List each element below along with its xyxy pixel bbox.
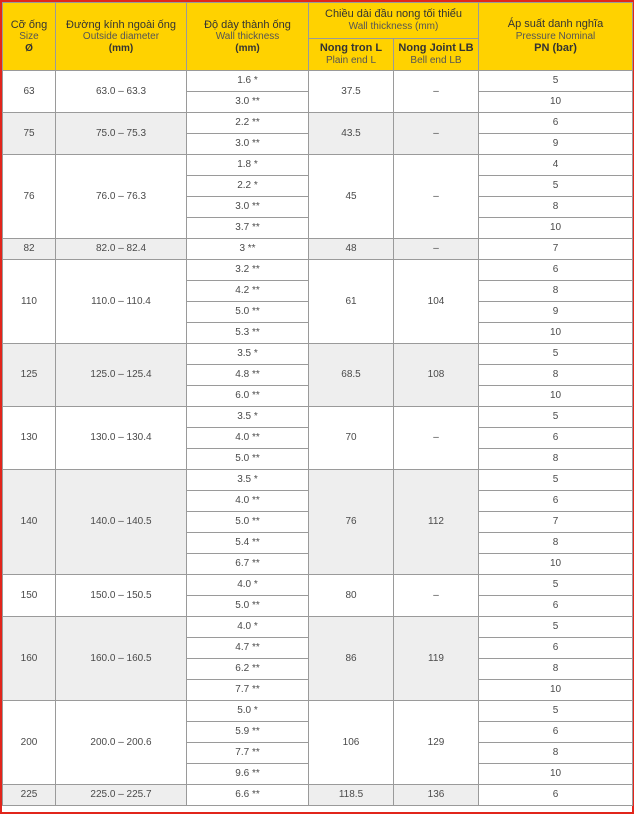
table-row: [3, 701, 633, 722]
bell-end-length-cell: –: [394, 155, 479, 239]
size-cell: 200: [3, 701, 56, 785]
wall-thickness-cell: 4.0 **: [187, 428, 309, 449]
wall-thickness-cell: 1.6 *: [187, 71, 309, 92]
plain-end-length-cell: 37.5: [309, 71, 394, 113]
wall-thickness-cell: 4.8 **: [187, 365, 309, 386]
size-cell: 76: [3, 155, 56, 239]
wall-thickness-cell: 5.4 **: [187, 533, 309, 554]
pressure-nominal-cell: 5: [479, 71, 633, 92]
bell-end-length-cell: –: [394, 113, 479, 155]
pressure-nominal-cell: 6: [479, 428, 633, 449]
pressure-nominal-cell: 5: [479, 344, 633, 365]
header-length-en: Wall thickness (mm): [348, 21, 439, 33]
table-row: [3, 260, 633, 281]
pressure-nominal-cell: 9: [479, 302, 633, 323]
wall-thickness-cell: 3.0 **: [187, 134, 309, 155]
bell-end-length-cell: –: [394, 407, 479, 470]
plain-end-length-cell: 45: [309, 155, 394, 239]
header-pn-en: Pressure Nominal: [515, 30, 596, 42]
pressure-nominal-cell: 6: [479, 113, 633, 134]
wall-thickness-cell: 5.0 *: [187, 701, 309, 722]
wall-thickness-cell: 4.7 **: [187, 638, 309, 659]
outside-diameter-cell: 82.0 – 82.4: [56, 239, 187, 260]
plain-end-length-cell: 43.5: [309, 113, 394, 155]
wall-thickness-cell: 3.5 *: [187, 407, 309, 428]
wall-thickness-cell: 4.2 **: [187, 281, 309, 302]
pressure-nominal-cell: 10: [479, 92, 633, 113]
size-cell: 63: [3, 71, 56, 113]
header-plain-end: [309, 39, 394, 71]
pressure-nominal-cell: 10: [479, 680, 633, 701]
outside-diameter-cell: 75.0 – 75.3: [56, 113, 187, 155]
pressure-nominal-cell: 8: [479, 659, 633, 680]
table-row: [3, 617, 633, 638]
size-cell: 82: [3, 239, 56, 260]
wall-thickness-cell: 5.0 **: [187, 302, 309, 323]
pressure-nominal-cell: 10: [479, 764, 633, 785]
outside-diameter-cell: 130.0 – 130.4: [56, 407, 187, 470]
wall-thickness-cell: 4.0 *: [187, 575, 309, 596]
header-wall-thickness: [187, 3, 309, 71]
pressure-nominal-cell: 5: [479, 701, 633, 722]
bell-end-length-cell: –: [394, 239, 479, 260]
size-cell: 160: [3, 617, 56, 701]
bell-end-length-cell: 136: [394, 785, 479, 806]
pressure-nominal-cell: 8: [479, 533, 633, 554]
header-plain-vi: Nong tron L: [319, 42, 383, 55]
spec-table-body: [3, 71, 633, 806]
size-cell: 225: [3, 785, 56, 806]
plain-end-length-cell: 80: [309, 575, 394, 617]
wall-thickness-cell: 5.3 **: [187, 323, 309, 344]
wall-thickness-cell: 9.6 **: [187, 764, 309, 785]
wall-thickness-cell: 5.0 **: [187, 512, 309, 533]
pressure-nominal-cell: 6: [479, 638, 633, 659]
wall-thickness-cell: 3 **: [187, 239, 309, 260]
table-row: [3, 785, 633, 806]
pressure-nominal-cell: 9: [479, 134, 633, 155]
header-length-vi: Chiều dài đầu nong tối thiểu: [325, 8, 462, 21]
pressure-nominal-cell: 7: [479, 239, 633, 260]
wall-thickness-cell: 7.7 **: [187, 743, 309, 764]
header-size-vi: Cỡ ống: [10, 18, 48, 31]
pressure-nominal-cell: 5: [479, 407, 633, 428]
wall-thickness-cell: 5.9 **: [187, 722, 309, 743]
header-bell-vi: Nong Joint LB: [398, 42, 474, 55]
header-wall-en: Wall thickness: [215, 31, 280, 43]
wall-thickness-cell: 3.0 **: [187, 92, 309, 113]
plain-end-length-cell: 106: [309, 701, 394, 785]
bell-end-length-cell: 104: [394, 260, 479, 344]
pressure-nominal-cell: 8: [479, 743, 633, 764]
plain-end-length-cell: 68.5: [309, 344, 394, 407]
header-bell-end: [394, 39, 479, 71]
wall-thickness-cell: 6.7 **: [187, 554, 309, 575]
header-pn-vi: Áp suất danh nghĩa: [507, 18, 604, 31]
header-size-symbol: Ø: [25, 42, 33, 54]
pressure-nominal-cell: 10: [479, 386, 633, 407]
wall-thickness-cell: 3.5 *: [187, 344, 309, 365]
header-plain-en: Plain end L: [325, 55, 377, 67]
outside-diameter-cell: 200.0 – 200.6: [56, 701, 187, 785]
table-row: [3, 239, 633, 260]
outside-diameter-cell: 225.0 – 225.7: [56, 785, 187, 806]
outside-diameter-cell: 150.0 – 150.5: [56, 575, 187, 617]
wall-thickness-cell: 4.0 **: [187, 491, 309, 512]
outside-diameter-cell: 110.0 – 110.4: [56, 260, 187, 344]
table-row: [3, 344, 633, 365]
pressure-nominal-cell: 7: [479, 512, 633, 533]
header-wall-vi: Độ dày thành ống: [204, 18, 291, 31]
wall-thickness-cell: 3.2 **: [187, 260, 309, 281]
plain-end-length-cell: 70: [309, 407, 394, 470]
wall-thickness-cell: 2.2 *: [187, 176, 309, 197]
pressure-nominal-cell: 10: [479, 323, 633, 344]
bell-end-length-cell: 119: [394, 617, 479, 701]
header-bell-en: Bell end LB: [410, 55, 462, 67]
size-cell: 110: [3, 260, 56, 344]
header-od-vi: Đường kính ngoài ống: [66, 18, 176, 31]
header-pressure-nominal: [479, 3, 633, 71]
pressure-nominal-cell: 5: [479, 575, 633, 596]
size-cell: 130: [3, 407, 56, 470]
wall-thickness-cell: 5.0 **: [187, 449, 309, 470]
plain-end-length-cell: 86: [309, 617, 394, 701]
plain-end-length-cell: 118.5: [309, 785, 394, 806]
header-pn-unit: PN (bar): [534, 42, 577, 55]
header-size-en: Size: [19, 31, 39, 43]
pressure-nominal-cell: 8: [479, 281, 633, 302]
plain-end-length-cell: 48: [309, 239, 394, 260]
wall-thickness-cell: 2.2 **: [187, 113, 309, 134]
bell-end-length-cell: 112: [394, 470, 479, 575]
table-row: [3, 155, 633, 176]
pressure-nominal-cell: 6: [479, 596, 633, 617]
size-cell: 75: [3, 113, 56, 155]
header-outside-diameter: [56, 3, 187, 71]
table-row: [3, 470, 633, 491]
bell-end-length-cell: –: [394, 71, 479, 113]
wall-thickness-cell: 3.0 **: [187, 197, 309, 218]
table-row: [3, 575, 633, 596]
pressure-nominal-cell: 5: [479, 470, 633, 491]
outside-diameter-cell: 125.0 – 125.4: [56, 344, 187, 407]
outside-diameter-cell: 63.0 – 63.3: [56, 71, 187, 113]
pressure-nominal-cell: 4: [479, 155, 633, 176]
size-cell: 140: [3, 470, 56, 575]
wall-thickness-cell: 7.7 **: [187, 680, 309, 701]
table-row: [3, 113, 633, 134]
outside-diameter-cell: 140.0 – 140.5: [56, 470, 187, 575]
pressure-nominal-cell: 5: [479, 176, 633, 197]
pressure-nominal-cell: 6: [479, 491, 633, 512]
bell-end-length-cell: –: [394, 575, 479, 617]
wall-thickness-cell: 6.0 **: [187, 386, 309, 407]
wall-thickness-cell: 1.8 *: [187, 155, 309, 176]
bell-end-length-cell: 129: [394, 701, 479, 785]
pressure-nominal-cell: 8: [479, 197, 633, 218]
header-min-length: [309, 3, 479, 39]
wall-thickness-cell: 5.0 **: [187, 596, 309, 617]
wall-thickness-cell: 6.2 **: [187, 659, 309, 680]
pipe-spec-table: [2, 2, 633, 806]
pressure-nominal-cell: 6: [479, 260, 633, 281]
header-size: [3, 3, 56, 71]
pressure-nominal-cell: 8: [479, 449, 633, 470]
outside-diameter-cell: 160.0 – 160.5: [56, 617, 187, 701]
pressure-nominal-cell: 10: [479, 218, 633, 239]
bell-end-length-cell: 108: [394, 344, 479, 407]
pressure-nominal-cell: 8: [479, 365, 633, 386]
size-cell: 125: [3, 344, 56, 407]
table-row: [3, 71, 633, 92]
table-row: [3, 407, 633, 428]
wall-thickness-cell: 6.6 **: [187, 785, 309, 806]
pressure-nominal-cell: 10: [479, 554, 633, 575]
header-od-unit: (mm): [108, 42, 134, 54]
pressure-nominal-cell: 6: [479, 722, 633, 743]
header-od-en: Outside diameter: [82, 31, 160, 43]
pressure-nominal-cell: 5: [479, 617, 633, 638]
wall-thickness-cell: 3.7 **: [187, 218, 309, 239]
wall-thickness-cell: 4.0 *: [187, 617, 309, 638]
plain-end-length-cell: 76: [309, 470, 394, 575]
outside-diameter-cell: 76.0 – 76.3: [56, 155, 187, 239]
wall-thickness-cell: 3.5 *: [187, 470, 309, 491]
header-wall-unit: (mm): [235, 42, 260, 54]
plain-end-length-cell: 61: [309, 260, 394, 344]
size-cell: 150: [3, 575, 56, 617]
pressure-nominal-cell: 6: [479, 785, 633, 806]
